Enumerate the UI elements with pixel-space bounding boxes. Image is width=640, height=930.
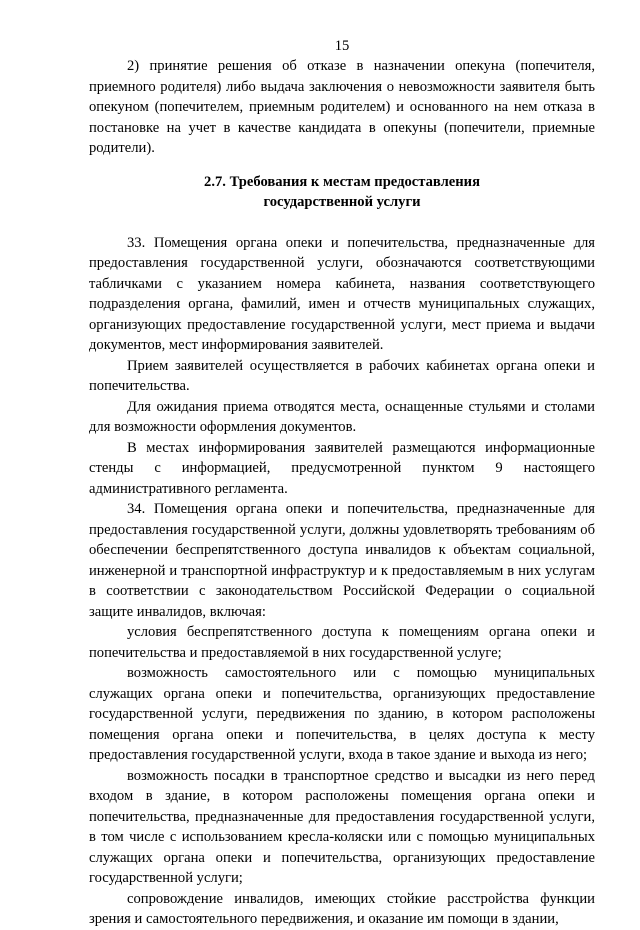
paragraph-transport: возможность посадки в транспортное средство и высадки из него перед входом в здание, в котором расположены помещения органа опеки и попечительства, предназначенные для предоставления государственной услуги, в том числе с использованием кресла-коляски или с помощью муниципальных служащих органа опеки и попечительства, организующих предоставление государственной услуги; <box>89 767 595 886</box>
paragraph-escort: сопровождение инвалидов, имеющих стойкие расстройства функции зрения и самостоятельного передвижения, и оказание им помощи в здании, <box>89 890 595 927</box>
paragraph-access-conditions: условия беспрепятственного доступа к помещениям органа опеки и попечительства и предоставляемой в них государственной услуге; <box>89 624 595 661</box>
paragraph-item-2: 2) принятие решения об отказе в назначении опекуна (попечителя, приемного родителя) либо выдача заключения о невозможности заявителя быть опекуном (попечителем, приемным родителем) и основанного на нем отказа в постановке на учет в качестве кандидата в опекуны (попечители, приемные родители). <box>89 58 595 156</box>
paragraph-info-stands: В местах информирования заявителей размещаются информационные стенды с информацией, предусмотренной пунктом 9 настоящего административного регламента. <box>89 439 595 497</box>
paragraph-waiting-area: Для ожидания приема отводятся места, оснащенные стульями и столами для возможности оформления документов. <box>89 398 595 435</box>
section-title <box>89 172 595 213</box>
page-number: 15 <box>334 38 350 54</box>
paragraph-reception: Прием заявителей осуществляется в рабочих кабинетах органа опеки и попечительства. <box>89 357 595 394</box>
paragraph-34: 34. Помещения органа опеки и попечительства, предназначенные для предоставления государственной услуги, должны удовлетворять требованиям об обеспечении беспрепятственного доступа инвалидов к объектам социальной, инженерной и транспортной инфраструктур и к предоставляемым в них услугам в соответствии с законодательством Российской Федерации о социальной защите инвалидов, включая: <box>89 501 595 620</box>
section-title-line-1: 2.7. Требования к местам предоставления <box>204 173 480 190</box>
section-title-line-2: государственной услуги <box>263 194 421 210</box>
paragraph-movement: возможность самостоятельного или с помощью муниципальных служащих органа опеки и попечительства, организующих предоставление государственной услуги, передвижения по зданию, в котором расположены помещения органа опеки и попечительства, в целях доступа к месту предоставления государственной услуги, входа в такое здание и выхода из него; <box>89 665 595 763</box>
paragraph-33: 33. Помещения органа опеки и попечительства, предназначенные для предоставления государственной услуги, обозначаются соответствующими табличками с указанием номера кабинета, названия соответствующего подразделения органа, фамилий, имен и отчеств муниципальных служащих, организующих предоставление государственной услуги, мест приема и выдачи документов, мест информирования заявителей. <box>89 234 595 353</box>
document-page <box>89 36 595 930</box>
